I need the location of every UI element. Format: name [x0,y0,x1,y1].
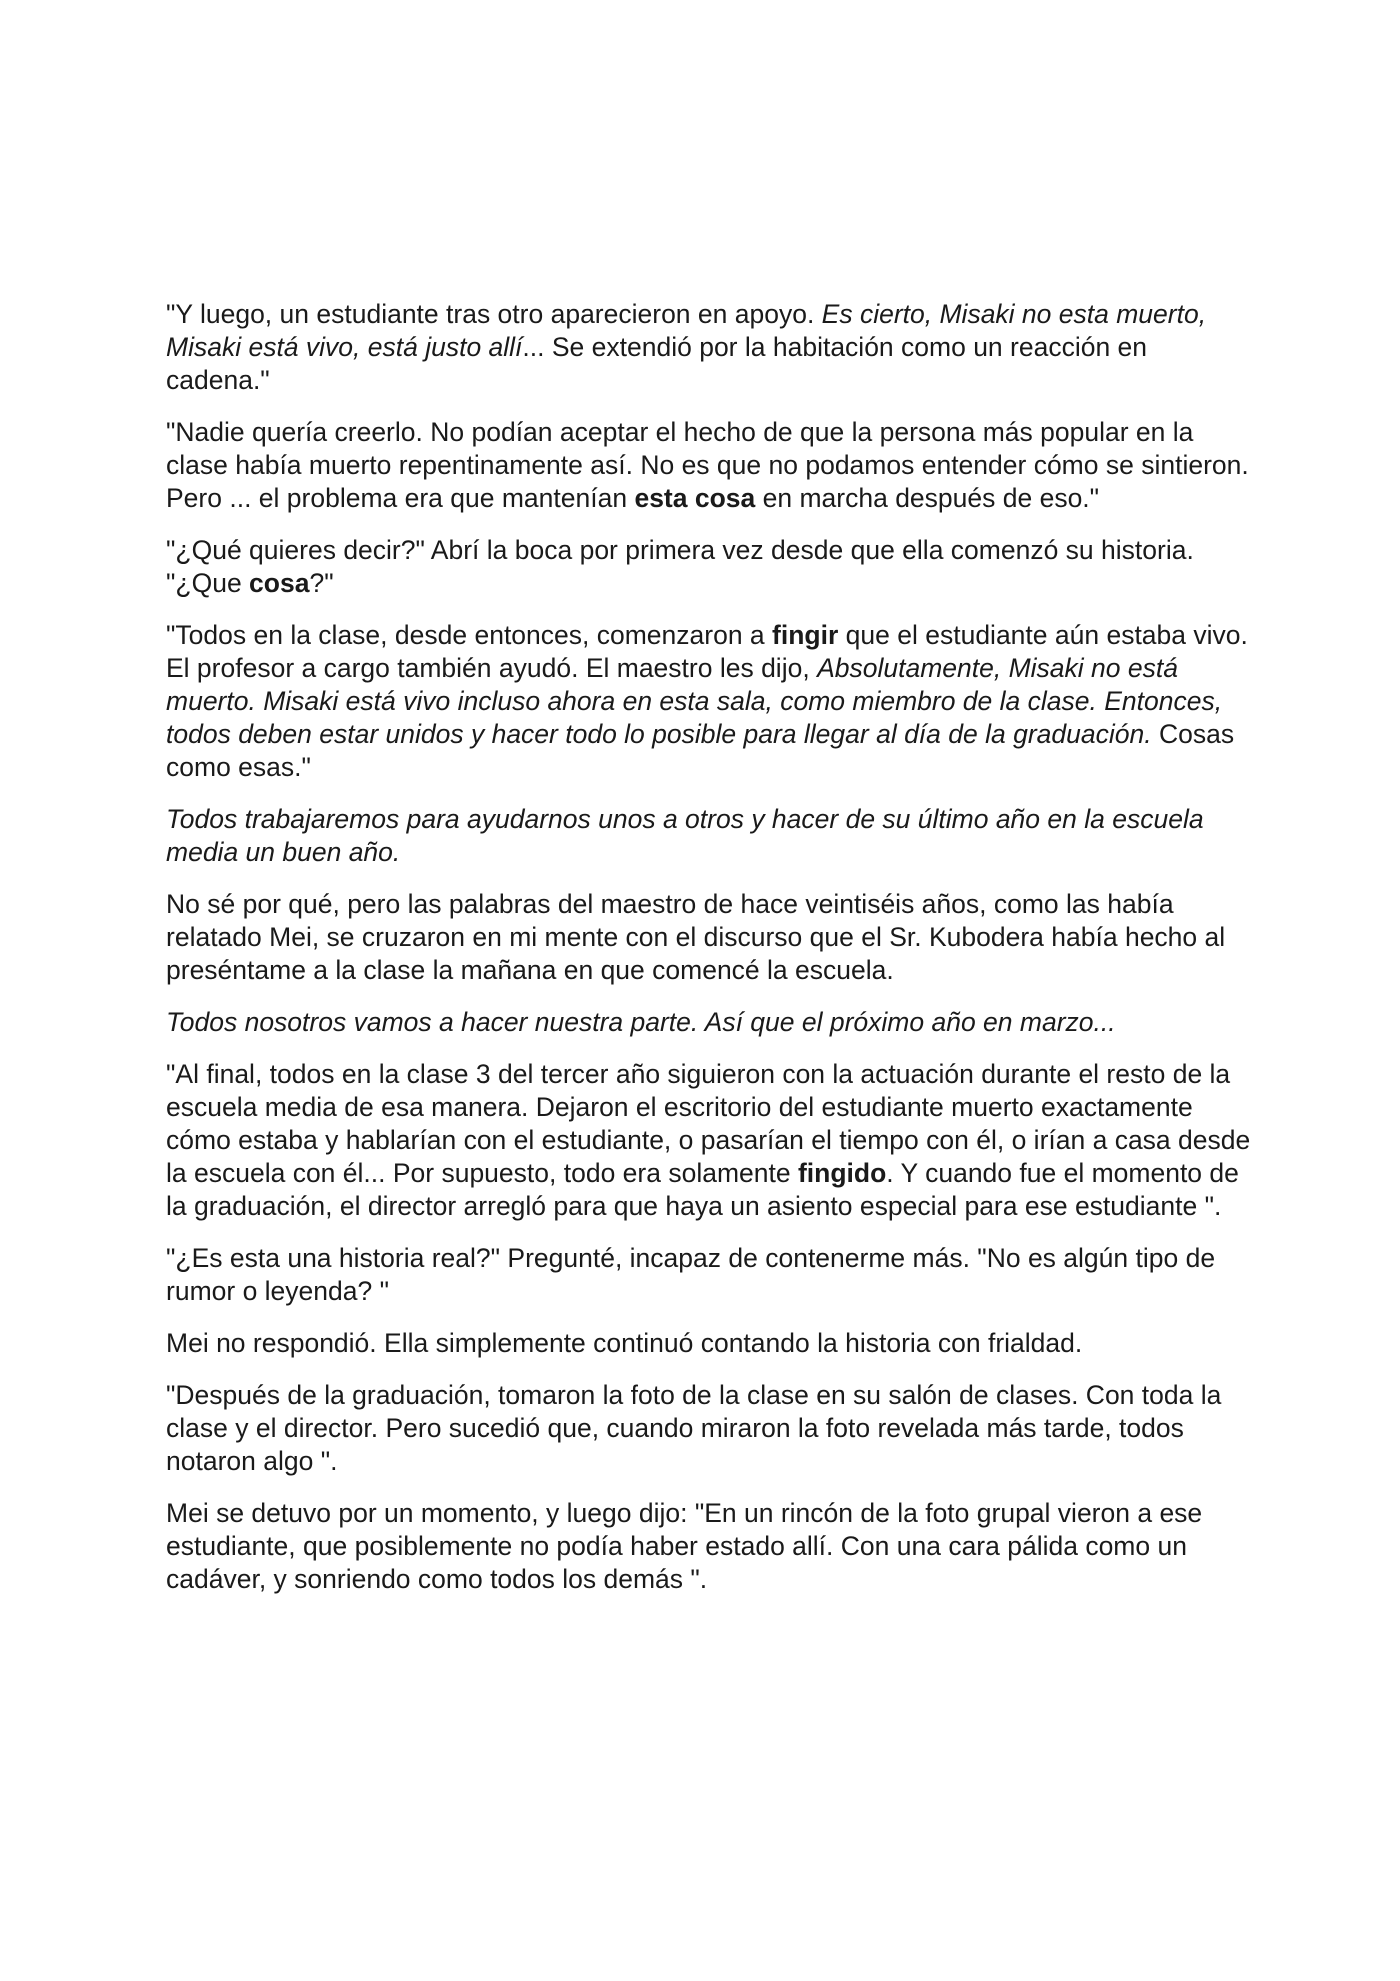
text-run: Cosas como esas." [166,719,1242,782]
text-run: que el estudiante aún estaba vivo. El profesor a cargo también ayudó. El maestro les dijo, [166,620,1256,683]
italic-text-run: Es cierto, Misaki no esta muerto, Misaki está vivo, está justo allí [166,299,1214,362]
text-run: Mei no respondió. Ella simplemente continuó contando la historia con frialdad. [166,1328,1083,1358]
text-run: "Y luego, un estudiante tras otro aparecieron en apoyo. [166,299,822,329]
bold-text-run: fingido [797,1158,887,1188]
text-run: No sé por qué, pero las palabras del maestro de hace veintiséis años, como las había relatado Mei, se cruzaron en mi mente con el discurso que el Sr. Kubodera había hecho al preséntame a la clase la mañana en que comencé la escuela. [166,889,1233,985]
paragraph-7 [166,1006,1256,1039]
bold-text-run: esta cosa [634,483,756,513]
paragraph-3 [166,534,1256,600]
paragraph-9 [166,1242,1256,1308]
text-run: ... Se extendió por la habitación como un reacción en cadena." [166,332,1155,395]
paragraph-11 [166,1379,1256,1478]
paragraph-8 [166,1058,1256,1223]
document-page [166,298,1256,1615]
italic-text-run: Todos trabajaremos para ayudarnos unos a otros y hacer de su último año en la escuela media un buen año. [166,804,1211,867]
text-run: "¿Es esta una historia real?" Pregunté, incapaz de contenerme más. "No es algún tipo de rumor o leyenda? " [166,1243,1223,1306]
text-run: "Todos en la clase, desde entonces, comenzaron a [166,620,773,650]
text-run: "Nadie quería creerlo. No podían aceptar el hecho de que la persona más popular en la clase había muerto repentinamente así. No es que no podamos entender cómo se sintieron. Pero ... el problema era que mantenían [166,417,1257,513]
italic-text-run: Absolutamente, Misaki no está muerto. Misaki está vivo incluso ahora en esta sala, como miembro de la clase. Entonces, todos deben estar unidos y hacer todo lo posible para llegar al día de la graduación. [166,653,1230,749]
paragraph-1 [166,298,1256,397]
bold-text-run: cosa [249,568,310,598]
text-run: "Al final, todos en la clase 3 del tercer año siguieron con la actuación durante el resto de la escuela media de esa manera. Dejaron el escritorio del estudiante muerto exactamente cómo estaba y hablarían con el estudiante, o pasarían el tiempo con él, o irían a casa desde la escuela con él... Por supuesto, todo era solamente [166,1059,1258,1188]
text-run: en marcha después de eso." [755,483,1100,513]
text-run: Mei se detuvo por un momento, y luego dijo: "En un rincón de la foto grupal vieron a ese estudiante, que posiblemente no podía haber estado allí. Con una cara pálida como un cadáver, y sonriendo como todos los demás ". [166,1498,1210,1594]
paragraph-2 [166,416,1256,515]
paragraph-10 [166,1327,1256,1360]
text-run: ?" [309,568,334,598]
text-run: . Y cuando fue el momento de la graduación, el director arregló para que haya un asiento especial para ese estudiante ". [166,1158,1247,1221]
text-run: "Después de la graduación, tomaron la foto de la clase en su salón de clases. Con toda la clase y el director. Pero sucedió que, cuando miraron la foto revelada más tarde, todos notaron algo ". [166,1380,1229,1476]
paragraph-6 [166,888,1256,987]
paragraph-4 [166,619,1256,784]
paragraph-12 [166,1497,1256,1596]
italic-text-run: Todos nosotros vamos a hacer nuestra parte. Así que el próximo año en marzo... [166,1007,1116,1037]
paragraph-5 [166,803,1256,869]
text-run: "¿Qué quieres decir?" Abrí la boca por primera vez desde que ella comenzó su historia. "¿Que [166,535,1202,598]
bold-text-run: fingir [772,620,839,650]
